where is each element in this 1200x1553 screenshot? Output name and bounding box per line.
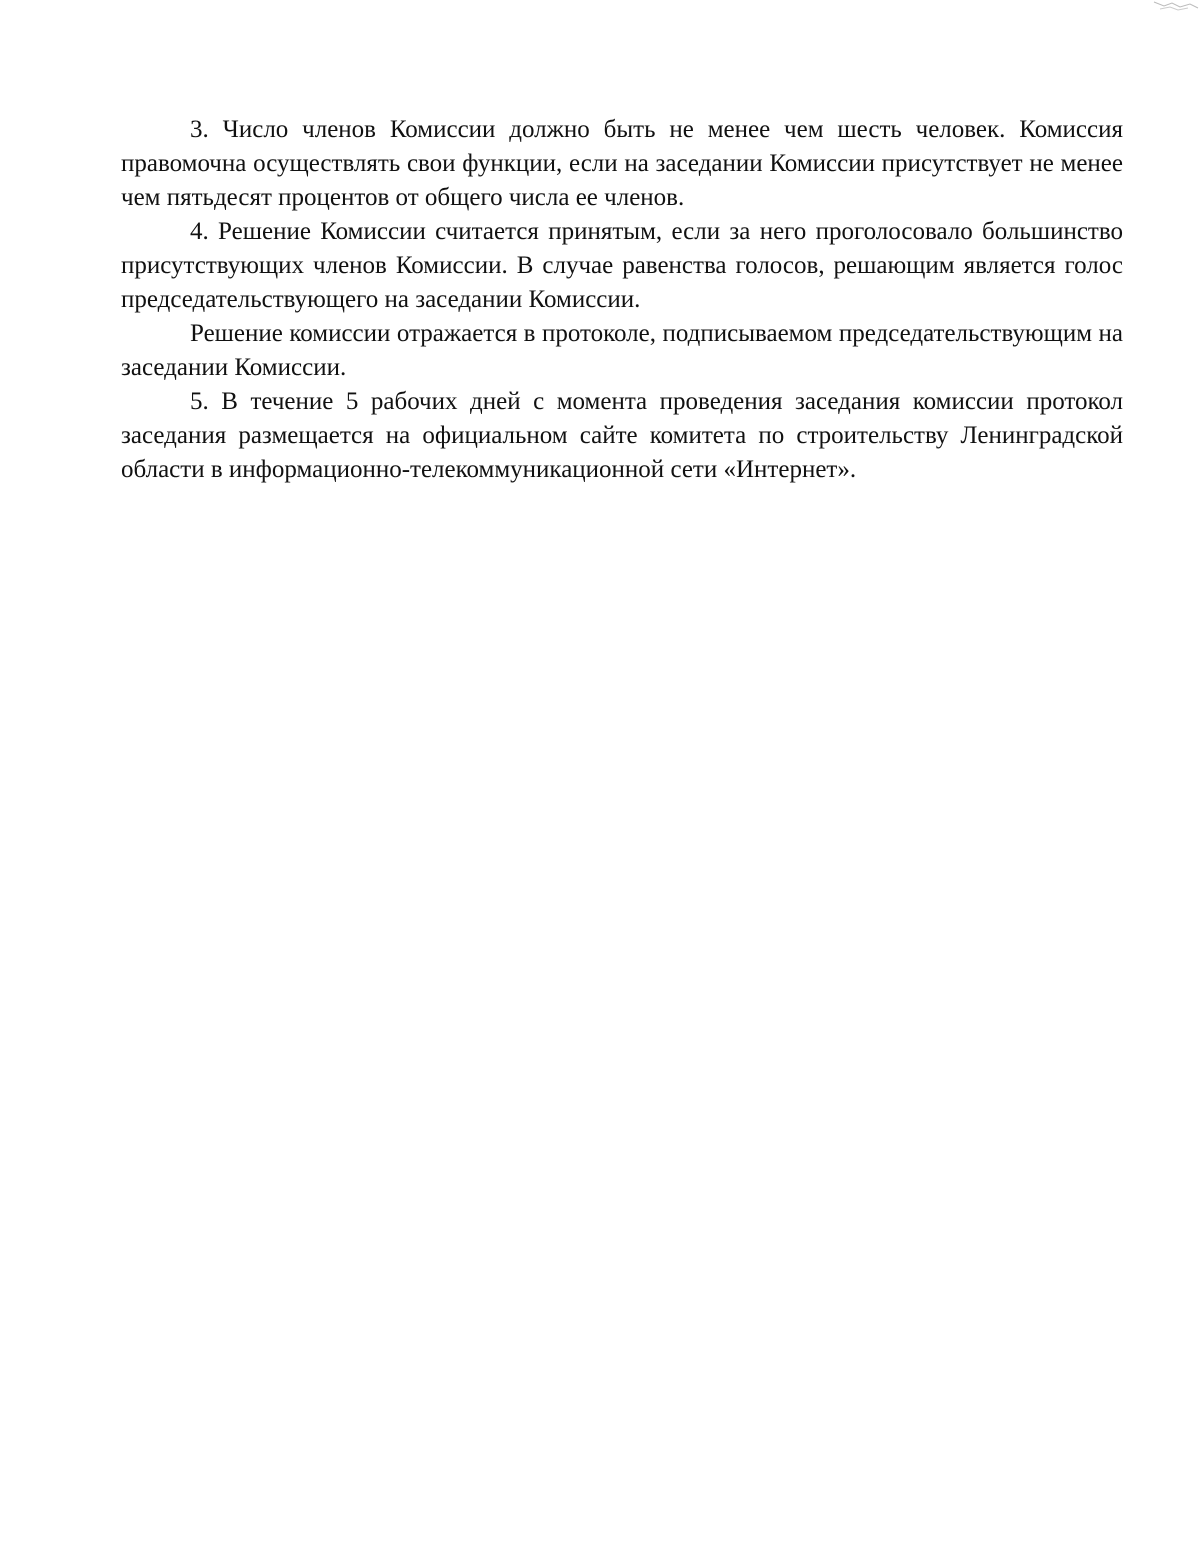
scan-artifact-mark bbox=[1150, 0, 1200, 12]
paragraph-5-publication: 5. В течение 5 рабочих дней с момента проведения заседания комиссии протокол заседания размещается на официальном сайте комитета по строительству Ленинградской области в информационно-телекоммуникационной сети «Интернет». bbox=[121, 388, 1123, 483]
document-body bbox=[121, 113, 1123, 487]
paragraph-4-decision: 4. Решение Комиссии считается принятым, если за него проголосовало большинство присутствующих членов Комиссии. В случае равенства голосов, решающим является голос председательствующего на заседании Комиссии. bbox=[121, 218, 1123, 313]
paragraph-3-quorum: 3. Число членов Комиссии должно быть не менее чем шесть человек. Комиссия правомочна осуществлять свои функции, если на заседании Комиссии присутствует не менее чем пятьдесят процентов от общего числа ее членов. bbox=[121, 116, 1123, 211]
paragraph-protocol: Решение комиссии отражается в протоколе, подписываемом председательствующим на заседании Комиссии. bbox=[121, 320, 1123, 381]
